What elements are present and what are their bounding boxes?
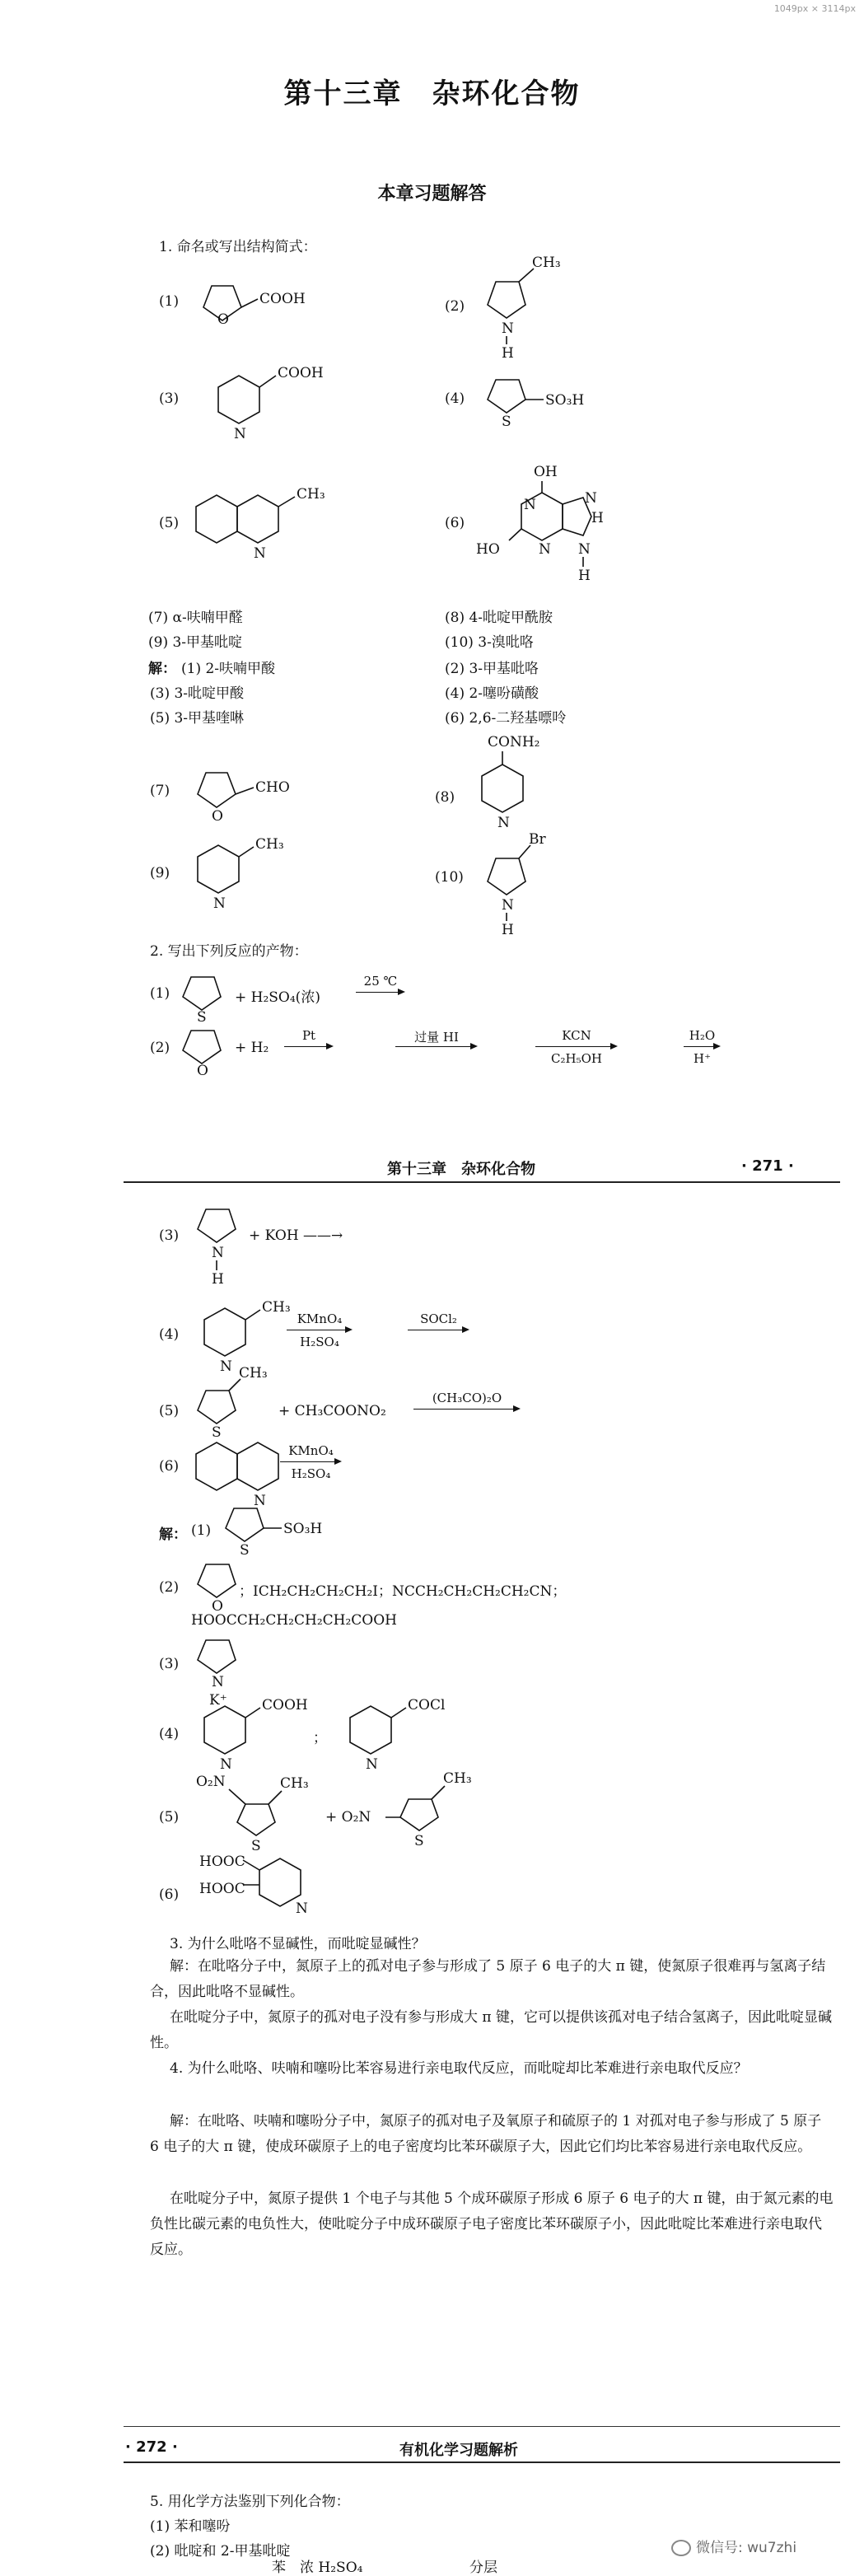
r6-condition-bottom: H₂SO₄ bbox=[291, 1466, 331, 1481]
name-8: (8) 4-吡啶甲酰胺 bbox=[445, 610, 553, 626]
pyridine-carboxylic-acid-structure bbox=[194, 362, 325, 453]
q1-label-4: (4) bbox=[445, 390, 465, 407]
q3-answer-para-2: 在吡啶分子中，氮原子的孤对电子没有参与形成大 π 键，它可以提供该孤对电子结合氢离子，因此吡啶显碱性。 bbox=[150, 2009, 832, 2051]
nitromethylthiophene-product-2 bbox=[385, 1771, 517, 1858]
struct-label-10: (10) bbox=[435, 869, 464, 886]
r2-condition-4-top: H₂O bbox=[689, 1028, 716, 1043]
a1-label: (1) bbox=[191, 1522, 212, 1539]
q2-prompt: 2. 写出下列反应的产物： bbox=[150, 943, 308, 960]
ring-nitrogen: N bbox=[220, 1358, 232, 1375]
ring-oxygen: O bbox=[212, 808, 223, 825]
cho-group: CHO bbox=[255, 779, 290, 796]
nitrogen-7: N bbox=[585, 490, 597, 507]
pyridinedicarboxylic-acid-product bbox=[243, 1845, 325, 1928]
tetrahydrofuran-structure bbox=[188, 1559, 245, 1613]
r5-reagent: + CH₃COONO₂ bbox=[278, 1403, 386, 1419]
page-rule-3 bbox=[124, 2461, 840, 2463]
wechat-watermark bbox=[671, 2536, 796, 2556]
ring-nitrogen: N bbox=[254, 545, 266, 562]
nitrogen-9: N bbox=[578, 541, 591, 558]
ring-sulfur: S bbox=[240, 1542, 250, 1559]
q5-item-1: (1) 苯和噻吩 bbox=[150, 2518, 231, 2535]
potassium-ion: K⁺ bbox=[209, 1692, 227, 1709]
r2-arrow-2 bbox=[395, 1028, 478, 1053]
answer-6: (6) 2,6-二羟基嘌呤 bbox=[445, 710, 567, 727]
struct-label-7: (7) bbox=[150, 783, 170, 799]
r4-condition-1-bottom: H₂SO₄ bbox=[300, 1335, 339, 1349]
r4-condition-1-top: KMnO₄ bbox=[297, 1311, 343, 1326]
r2-label: (2) bbox=[150, 1040, 170, 1056]
cooh-group: COOH bbox=[278, 365, 324, 381]
furan-carboxylic-acid-structure bbox=[194, 276, 325, 328]
q3-answer-para-1: 解：在吡咯分子中，氮原子上的孤对电子参与形成了 5 原子 6 电子的大 π 键，使氮原子很难再与氢离子结合，因此吡咯不显碱性。 bbox=[150, 1958, 826, 2000]
section-title: 本章习题解答 bbox=[377, 184, 487, 204]
q5-partial-left: 苯 浓 H₂SO₄ bbox=[272, 2560, 363, 2576]
q5-prompt: 5. 用化学方法鉴别下列化合物： bbox=[150, 2494, 350, 2510]
answer-1: (1) 2-呋喃甲酸 bbox=[181, 661, 276, 677]
r4-label: (4) bbox=[159, 1326, 180, 1343]
q1-prompt: 1. 命名或写出结构简式： bbox=[159, 239, 317, 255]
so3h-group: SO₃H bbox=[283, 1521, 323, 1537]
nitrogen-3: N bbox=[539, 541, 551, 558]
nitrogen-hydrogen: H bbox=[502, 345, 514, 362]
q4-answer-para-2: 在吡啶分子中，氮原子提供 1 个电子与其他 5 个成环碳原子形成 6 原子 6 电子的大 π 键，由于氮元素的电负性比碳元素的电负性大，使吡啶分子中成环碳原子电子密度比苯环碳原子小，因此吡啶比苯难进行亲电取代反应。 bbox=[150, 2190, 834, 2258]
answer-5: (5) 3-甲基喹啉 bbox=[150, 710, 245, 727]
name-7: (7) α-呋喃甲醛 bbox=[148, 610, 243, 626]
r1-label: (1) bbox=[150, 985, 170, 1002]
r2-condition-3-bottom: C₂H₅OH bbox=[551, 1051, 602, 1066]
r2-arrow-3 bbox=[535, 1028, 618, 1074]
a4-separator: ； bbox=[313, 1730, 327, 1746]
page-rule bbox=[124, 1181, 840, 1183]
nitrogen-hydrogen: H bbox=[212, 1271, 224, 1288]
nitro-group: O₂N bbox=[196, 1774, 226, 1790]
a2-products: ；ICH₂CH₂CH₂CH₂I；NCCH₂CH₂CH₂CH₂CN； bbox=[239, 1583, 567, 1600]
methylpyrrole-structure bbox=[478, 255, 593, 362]
ring-nitrogen: N bbox=[366, 1756, 378, 1773]
q4-prompt: 4. 为什么吡咯、呋喃和噻吩比苯容易进行亲电取代反应，而吡啶却比苯难进行亲电取代反应？ bbox=[170, 2060, 748, 2077]
q1-label-2: (2) bbox=[445, 298, 465, 315]
ring-nitrogen: N bbox=[212, 1674, 224, 1690]
chapter-title: 第十三章 杂环化合物 bbox=[283, 77, 581, 110]
r4-condition-2: SOCl₂ bbox=[420, 1311, 457, 1326]
r2-condition-1: Pt bbox=[301, 1028, 316, 1043]
q1-label-3: (3) bbox=[159, 390, 180, 407]
cocl-group: COCl bbox=[408, 1697, 446, 1713]
ring-nitrogen: N bbox=[502, 320, 514, 337]
q5-item-2: (2) 吡啶和 2-甲基吡啶 bbox=[150, 2543, 291, 2560]
wechat-icon bbox=[671, 2540, 691, 2556]
q4-answer-para-1: 解：在吡咯、呋喃和噻吩分子中，氮原子的孤对电子及氧原子和硫原子的 1 对孤对电子参与形成了 5 原子 6 电子的大 π 键，使成环碳原子上的电子密度均比苯环碳原子大，因此它们均比苯容易进行亲电取代反应。 bbox=[150, 2113, 822, 2155]
so3h-group: SO₃H bbox=[545, 392, 585, 409]
nicotinic-acid-product bbox=[188, 1693, 311, 1775]
ring-sulfur: S bbox=[502, 414, 511, 430]
r2-condition-3-top: KCN bbox=[562, 1028, 591, 1043]
q1-label-6: (6) bbox=[445, 515, 465, 531]
image-dimension-label: 1049px × 3114px bbox=[773, 3, 856, 14]
r2-condition-2: 过量 HI bbox=[414, 1030, 459, 1045]
methyl-group: CH₃ bbox=[532, 255, 561, 271]
methylthiophene-structure bbox=[188, 1367, 287, 1446]
struct-label-8: (8) bbox=[435, 789, 455, 806]
footer-book-title: 有机化学习题解析 bbox=[399, 2442, 518, 2459]
thiophene-structure bbox=[173, 972, 231, 1026]
answer-4: (4) 2-噻吩磺酸 bbox=[445, 685, 539, 702]
methyl-group: CH₃ bbox=[239, 1365, 268, 1382]
furfural-structure bbox=[188, 766, 320, 824]
ring-nitrogen: N bbox=[254, 1493, 266, 1509]
ring-nitrogen: N bbox=[234, 426, 246, 442]
conh2-group: CONH₂ bbox=[488, 734, 540, 750]
a3-label: (3) bbox=[159, 1656, 180, 1672]
bromopyrrole-structure bbox=[478, 832, 593, 939]
ring-sulfur: S bbox=[251, 1838, 261, 1854]
thiophene-sulfonic-acid-structure bbox=[478, 375, 626, 432]
a6-hooc-2: HOOC bbox=[199, 1881, 245, 1897]
ring-nitrogen: N bbox=[497, 815, 510, 831]
answer-3: (3) 3-吡啶甲酸 bbox=[150, 685, 245, 702]
footer-chapter: 第十三章 杂环化合物 bbox=[387, 1161, 535, 1178]
furan-structure bbox=[173, 1026, 231, 1079]
struct-label-9: (9) bbox=[150, 865, 170, 881]
r3-label: (3) bbox=[159, 1227, 180, 1244]
r5-condition: (CH₃CO)₂O bbox=[432, 1391, 502, 1405]
r5-arrow bbox=[413, 1391, 521, 1415]
answer-2: (2) 3-甲基吡咯 bbox=[445, 661, 539, 677]
r4-arrow-1 bbox=[287, 1311, 353, 1358]
q5-partial-right: 分层 bbox=[469, 2560, 497, 2576]
methyl-group: CH₃ bbox=[262, 1299, 291, 1316]
r6-condition-top: KMnO₄ bbox=[288, 1443, 334, 1458]
r2-arrow-1 bbox=[284, 1028, 334, 1053]
nitrogen-1: N bbox=[524, 497, 536, 513]
r2-arrow-4 bbox=[684, 1028, 721, 1074]
a6-label: (6) bbox=[159, 1886, 180, 1903]
methyl-group: CH₃ bbox=[443, 1770, 472, 1787]
dihydroxypurine-structure bbox=[476, 461, 641, 597]
r2-condition-4-bottom: H⁺ bbox=[694, 1051, 711, 1066]
r5-label: (5) bbox=[159, 1403, 180, 1419]
q1-label-5: (5) bbox=[159, 515, 180, 531]
hydroxyl-left: HO bbox=[476, 541, 500, 558]
watermark-text: 微信号: wu7zhi bbox=[696, 2540, 797, 2556]
methyl-group: CH₃ bbox=[255, 836, 284, 853]
methyl-group: CH₃ bbox=[280, 1775, 309, 1792]
ring-oxygen: O bbox=[212, 1598, 223, 1615]
ring-sulfur: S bbox=[197, 1009, 207, 1026]
r6-label: (6) bbox=[159, 1458, 180, 1475]
methylquinoline-structure bbox=[188, 482, 336, 573]
name-10: (10) 3-溴吡咯 bbox=[445, 634, 534, 651]
r1-condition: 25 ℃ bbox=[363, 974, 398, 989]
q1-label-1: (1) bbox=[159, 293, 180, 310]
ring-oxygen: O bbox=[217, 311, 229, 328]
nitrogen-hydrogen: H bbox=[502, 922, 514, 938]
a4-label: (4) bbox=[159, 1726, 180, 1742]
hydrogen-8: H bbox=[591, 510, 604, 526]
methylpyridine-structure bbox=[181, 832, 297, 914]
q3-prompt: 3. 为什么吡咯不显碱性，而吡啶显碱性？ bbox=[170, 1936, 426, 1952]
footer-page-271: · 271 · bbox=[741, 1157, 794, 1175]
pyrrole-structure bbox=[188, 1204, 254, 1291]
thiophene-sulfonic-acid-product bbox=[216, 1503, 356, 1561]
isonicotinamide-structure bbox=[461, 733, 593, 836]
nitrogen-hydrogen: H bbox=[578, 568, 591, 584]
answer-head-1: 解： bbox=[148, 661, 176, 677]
ring-nitrogen: N bbox=[502, 897, 514, 914]
a2-adipic-acid: HOOCCH₂CH₂CH₂CH₂COOH bbox=[191, 1612, 398, 1629]
r6-arrow bbox=[280, 1443, 342, 1489]
r4-arrow-2 bbox=[408, 1311, 469, 1336]
cooh-group: COOH bbox=[259, 291, 306, 307]
nicotinoyl-chloride-product bbox=[334, 1693, 457, 1775]
ring-nitrogen: N bbox=[213, 895, 226, 912]
r1-reagent: + H₂SO₄(浓) bbox=[235, 989, 320, 1006]
ring-oxygen: O bbox=[197, 1063, 208, 1079]
cooh-group: COOH bbox=[262, 1697, 308, 1713]
ring-sulfur: S bbox=[212, 1424, 222, 1441]
ring-nitrogen: N bbox=[296, 1900, 308, 1917]
methyl-group: CH₃ bbox=[297, 486, 325, 503]
footer-page-272: · 272 · bbox=[125, 2438, 178, 2456]
r1-arrow bbox=[356, 974, 405, 998]
ring-nitrogen: N bbox=[220, 1756, 232, 1773]
q2-answer-head: 解： bbox=[159, 1526, 187, 1543]
r3-reagent: + KOH ——→ bbox=[249, 1227, 343, 1244]
r2-reagent: + H₂ bbox=[235, 1040, 269, 1056]
a5-label: (5) bbox=[159, 1809, 180, 1826]
a5-plus-nitro: + O₂N bbox=[325, 1809, 371, 1826]
bromo-group: Br bbox=[529, 831, 546, 848]
a2-label: (2) bbox=[159, 1579, 180, 1596]
name-9: (9) 3-甲基吡啶 bbox=[148, 634, 243, 651]
page-rule-2 bbox=[124, 2426, 840, 2427]
ring-nitrogen: N bbox=[212, 1245, 224, 1261]
ring-sulfur: S bbox=[414, 1833, 424, 1849]
a6-hooc-1: HOOC bbox=[199, 1854, 245, 1870]
hydroxyl-top: OH bbox=[534, 464, 558, 480]
